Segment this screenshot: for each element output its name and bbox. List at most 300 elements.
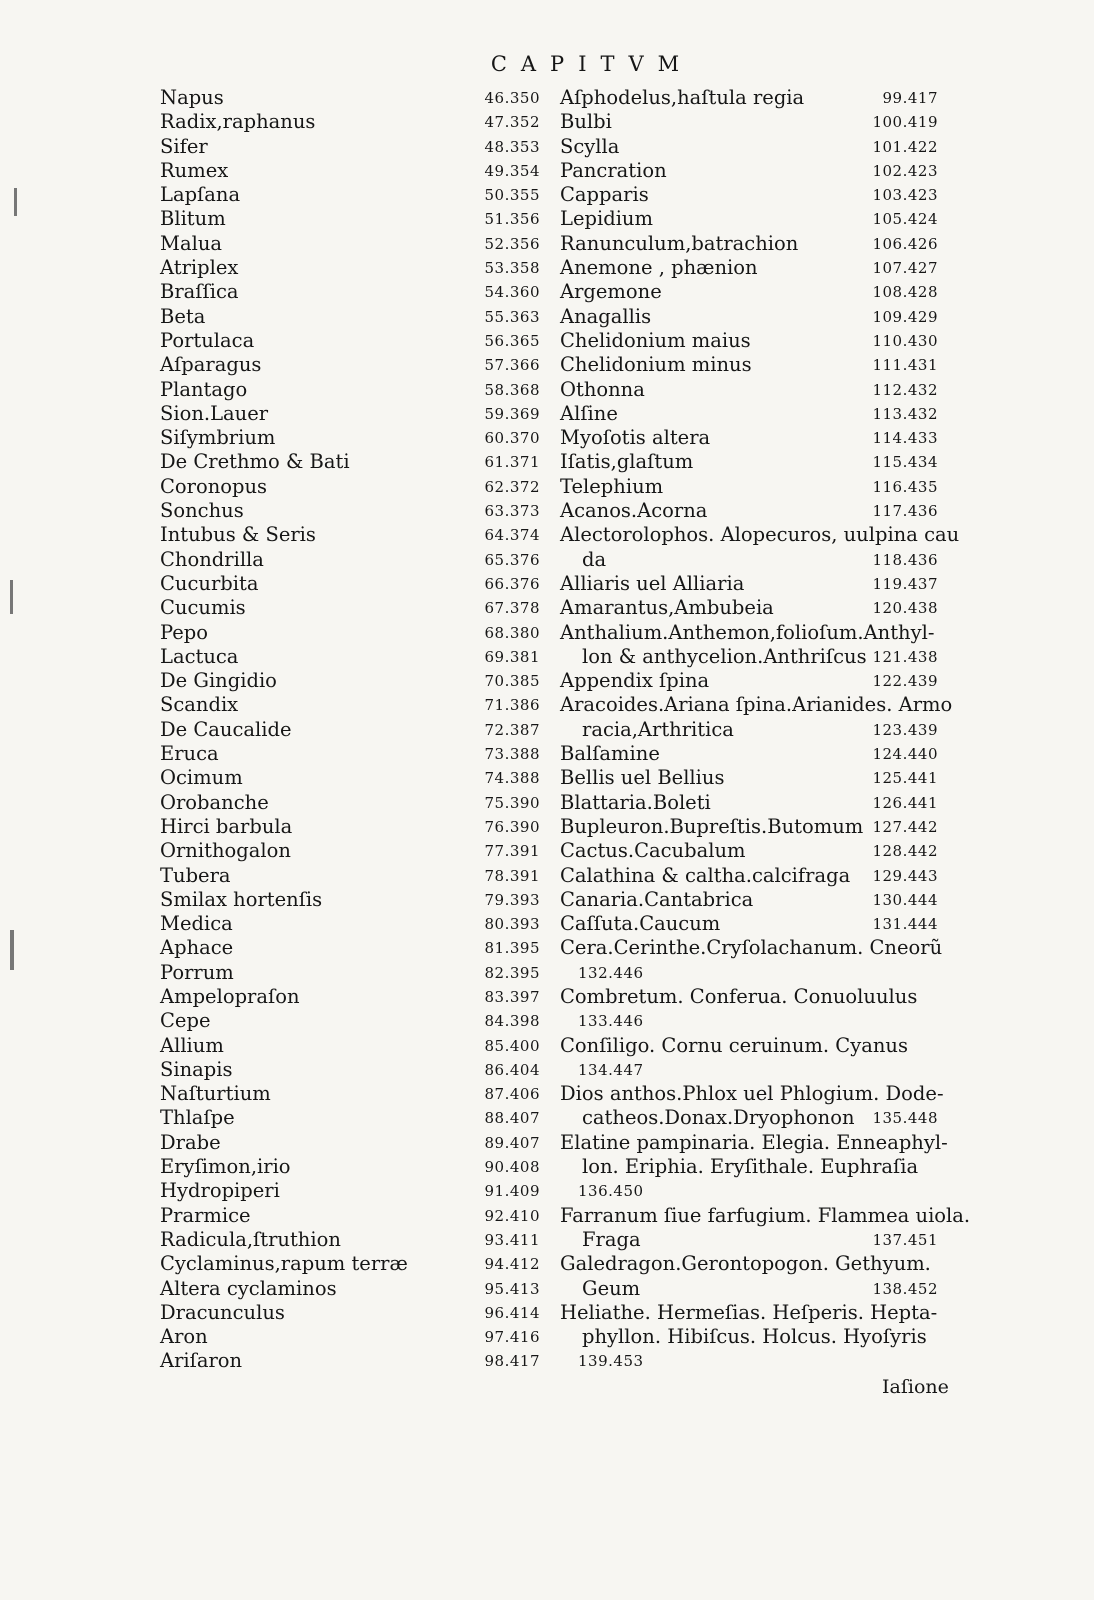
entry-page-number: 108.428 (872, 283, 938, 302)
index-entry (160, 912, 540, 936)
entry-name: Telephium (560, 474, 664, 498)
catchword: Iaſione (882, 1376, 949, 1398)
entry-name: Anthalium.Anthemon,folioſum.Anthyl- (560, 620, 935, 644)
entry-page-number: 112.432 (872, 380, 938, 399)
index-entry (160, 378, 540, 402)
index-entry (160, 1325, 540, 1349)
entry-name: Chelidonium minus (560, 353, 752, 377)
index-entry (560, 718, 938, 742)
index-entry (560, 1325, 938, 1349)
index-entry (160, 110, 540, 134)
entry-name: De Caucalide (160, 717, 292, 741)
index-entry (560, 256, 938, 280)
index-entry (560, 232, 938, 256)
index-entry (160, 572, 540, 596)
entry-name: Chelidonium maius (560, 328, 751, 352)
entry-page-number: 64.374 (484, 526, 540, 545)
entry-page-number: 124.440 (872, 745, 938, 764)
index-entry (160, 718, 540, 742)
entry-name: Sinapis (160, 1057, 233, 1081)
index-entry (560, 693, 953, 717)
entry-page-number: 53.358 (484, 259, 540, 278)
entry-page-number: 125.441 (872, 769, 938, 788)
index-entry (160, 523, 540, 547)
entry-page-number: 86.404 (484, 1060, 540, 1079)
index-column-left (160, 86, 540, 1374)
index-entry (160, 791, 540, 815)
entry-name: Acanos.Acorna (560, 499, 708, 523)
index-entry (160, 1058, 540, 1082)
entry-page-number: 130.444 (872, 890, 938, 909)
index-entry (560, 523, 960, 547)
entry-page-number: 107.427 (872, 259, 938, 278)
entry-name: Cera.Cerinthe.Cryſolachanum. Cneorũ (560, 936, 943, 960)
entry-page-number: 129.443 (872, 866, 938, 885)
entry-page-number: 93.411 (484, 1230, 540, 1249)
entry-page-number: 74.388 (484, 769, 540, 788)
entry-name: Elatine pampinaria. Elegia. Enneaphyl- (560, 1130, 948, 1154)
entry-name: Pancration (560, 158, 667, 182)
entry-page-number: 78.391 (484, 866, 540, 885)
index-entry (160, 207, 540, 231)
index-entry (160, 669, 540, 693)
entry-page-number: 115.434 (872, 453, 938, 472)
entry-page-number: 123.439 (872, 720, 938, 739)
entry-name: Sonchus (160, 499, 244, 523)
entry-name: Ariſaron (160, 1349, 243, 1373)
index-entry (560, 742, 938, 766)
entry-name: Ocimum (160, 766, 243, 790)
entry-name: Drabe (160, 1130, 221, 1154)
entry-page-number: 121.438 (872, 647, 938, 666)
index-entry (560, 499, 938, 523)
index-entry (560, 912, 938, 936)
index-entry (560, 1155, 938, 1179)
entry-page-number: 85.400 (484, 1036, 540, 1055)
index-entry (560, 645, 938, 669)
entry-name: Radicula,ſtruthion (160, 1227, 341, 1251)
entry-name: Aſphodelus,haſtula regia (560, 86, 805, 109)
entry-name: Malua (160, 231, 223, 255)
index-entry (560, 135, 938, 159)
entry-page-number: 128.442 (872, 842, 938, 861)
index-entry (560, 207, 938, 231)
index-entry (560, 1106, 938, 1130)
index-entry (560, 669, 938, 693)
entry-name: Cucumis (160, 596, 246, 620)
index-entry (160, 1155, 540, 1179)
index-entry (560, 766, 938, 790)
index-entry (160, 426, 540, 450)
entry-name: Napus (160, 86, 224, 109)
entry-page-number: 132.446 (578, 963, 644, 982)
index-entry (560, 1034, 938, 1058)
entry-page-number: 94.412 (484, 1255, 540, 1274)
entry-page-number: 139.453 (578, 1352, 644, 1371)
entry-name: Lapſana (160, 183, 241, 207)
entry-page-number: 131.444 (872, 915, 938, 934)
entry-page-number: 116.435 (872, 477, 938, 496)
entry-page-number: 92.410 (484, 1206, 540, 1225)
entry-name: Argemone (560, 280, 662, 304)
entry-page-number: 72.387 (484, 720, 540, 739)
index-entry (560, 621, 938, 645)
margin-mark (14, 188, 17, 216)
entry-name: Lactuca (160, 644, 239, 668)
entry-name: Cyclaminus,rapum terræ (160, 1252, 408, 1276)
entry-name: Scandix (160, 693, 239, 717)
entry-name: Aſparagus (160, 353, 262, 377)
index-entry (160, 159, 540, 183)
entry-page-number: 82.395 (484, 963, 540, 982)
entry-page-number: 58.368 (484, 380, 540, 399)
index-entry (560, 305, 938, 329)
index-entry (160, 499, 540, 523)
index-entry (560, 1277, 938, 1301)
entry-page-number: 80.393 (484, 915, 540, 934)
entry-name: Ornithogalon (160, 839, 291, 863)
entry-page-number: 113.432 (872, 404, 938, 423)
entry-name: Combretum. Conferua. Conuoluulus (560, 984, 918, 1008)
entry-name: Bellis uel Bellius (560, 766, 725, 790)
index-entry (160, 1277, 540, 1301)
entry-page-number: 56.365 (484, 331, 540, 350)
entry-page-number: 83.397 (484, 987, 540, 1006)
entry-page-number: 105.424 (872, 210, 938, 229)
entry-name: Iſatis,glaſtum (560, 450, 694, 474)
entry-name: Amarantus,Ambubeia (560, 596, 774, 620)
index-entry (160, 936, 540, 960)
entry-name: Portulaca (160, 328, 255, 352)
index-entry (560, 936, 943, 960)
index-entry (160, 1034, 540, 1058)
entry-page-number: 126.441 (872, 793, 938, 812)
entry-page-number: 51.356 (484, 210, 540, 229)
index-entry (160, 450, 540, 474)
index-entry (160, 1106, 540, 1130)
entry-name: Geum (582, 1276, 641, 1300)
entry-name: Galedragon.Gerontopogon. Gethyum. (560, 1252, 931, 1276)
entry-page-number: 114.433 (872, 429, 938, 448)
entry-page-number: 59.369 (484, 404, 540, 423)
index-entry (560, 596, 938, 620)
entry-name: racia,Arthritica (582, 717, 734, 741)
index-entry (560, 1058, 938, 1082)
entry-page-number: 95.413 (484, 1279, 540, 1298)
entry-name: Rumex (160, 158, 229, 182)
index-entry (560, 378, 938, 402)
index-entry (160, 815, 540, 839)
entry-name: Heliathe. Hermeſias. Heſperis. Hepta- (560, 1300, 938, 1324)
entry-name: Fraga (582, 1227, 641, 1251)
entry-page-number: 91.409 (484, 1182, 540, 1201)
entry-name: Orobanche (160, 790, 269, 814)
entry-name: Aracoides.Ariana ſpina.Arianides. Armo (560, 693, 953, 717)
entry-page-number: 55.363 (484, 307, 540, 326)
entry-page-number: 98.417 (484, 1352, 540, 1371)
entry-page-number: 102.423 (872, 161, 938, 180)
entry-name: Hydropiperi (160, 1179, 280, 1203)
entry-name: Prarmice (160, 1203, 251, 1227)
entry-page-number: 118.436 (872, 550, 938, 569)
index-entry (160, 839, 540, 863)
index-entry (160, 645, 540, 669)
entry-name: Farranum ſiue farfugium. Flammea uiola. (560, 1203, 971, 1227)
entry-page-number: 138.452 (872, 1279, 938, 1298)
entry-page-number: 88.407 (484, 1109, 540, 1128)
entry-page-number: 63.373 (484, 502, 540, 521)
index-entry (160, 86, 540, 110)
entry-name: Plantago (160, 377, 248, 401)
index-entry (560, 159, 938, 183)
index-entry (560, 864, 938, 888)
index-entry (160, 1252, 540, 1276)
entry-page-number: 61.371 (484, 453, 540, 472)
index-entry (560, 426, 938, 450)
index-entry (160, 1179, 540, 1203)
entry-page-number: 81.395 (484, 939, 540, 958)
index-entry (560, 985, 938, 1009)
index-entry (560, 961, 938, 985)
index-entry (160, 985, 540, 1009)
index-entry (160, 1349, 540, 1373)
entry-page-number: 73.388 (484, 745, 540, 764)
index-entry (160, 693, 540, 717)
index-entry (160, 1301, 540, 1325)
entry-page-number: 109.429 (872, 307, 938, 326)
entry-name: Alectorolophos. Alopecuros, uulpina cau (560, 523, 960, 547)
entry-page-number: 89.407 (484, 1133, 540, 1152)
entry-page-number: 103.423 (872, 186, 938, 205)
entry-name: De Gingidio (160, 669, 277, 693)
index-entry (560, 1301, 938, 1325)
entry-page-number: 50.355 (484, 186, 540, 205)
entry-name: Othonna (560, 377, 645, 401)
entry-name: Dios anthos.Phlox uel Phlogium. Dode- (560, 1082, 944, 1106)
index-entry (560, 1252, 938, 1276)
entry-page-number: 54.360 (484, 283, 540, 302)
entry-name: Siſymbrium (160, 426, 276, 450)
index-entry (560, 475, 938, 499)
entry-page-number: 62.372 (484, 477, 540, 496)
index-entry (560, 329, 938, 353)
entry-page-number: 47.352 (484, 113, 540, 132)
entry-page-number: 135.448 (872, 1109, 938, 1128)
index-entry (160, 621, 540, 645)
entry-page-number: 49.354 (484, 161, 540, 180)
index-entry (160, 402, 540, 426)
index-entry (560, 1082, 944, 1106)
entry-name: Anemone , phænion (560, 256, 758, 280)
entry-name: lon & anthycelion.Anthriſcus (582, 644, 867, 668)
index-entry (160, 353, 540, 377)
margin-mark (10, 930, 14, 970)
entry-page-number: 68.380 (484, 623, 540, 642)
entry-page-number: 99.417 (882, 89, 938, 107)
entry-page-number: 127.442 (872, 817, 938, 836)
entry-page-number: 117.436 (872, 502, 938, 521)
margin-mark (10, 580, 13, 614)
index-entry (560, 402, 938, 426)
index-entry (160, 742, 540, 766)
entry-name: Lepidium (560, 207, 653, 231)
entry-name: De Crethmo & Bati (160, 450, 350, 474)
index-entry (560, 572, 938, 596)
entry-name: Capparis (560, 183, 649, 207)
entry-page-number: 136.450 (578, 1182, 644, 1201)
entry-name: Bulbi (560, 110, 612, 134)
entry-name: lon. Eriphia. Eryſithale. Euphraſia (582, 1155, 919, 1179)
entry-name: Anagallis (560, 304, 652, 328)
entry-page-number: 122.439 (872, 672, 938, 691)
index-entry (160, 183, 540, 207)
entry-name: Braſſica (160, 280, 239, 304)
index-entry (560, 839, 938, 863)
entry-name: Cactus.Cacubalum (560, 839, 746, 863)
entry-page-number: 71.386 (484, 696, 540, 715)
entry-name: Intubus & Seris (160, 523, 316, 547)
entry-name: Ampelopraſon (160, 984, 300, 1008)
entry-page-number: 76.390 (484, 817, 540, 836)
entry-name: Medica (160, 912, 233, 936)
entry-name: Aron (160, 1325, 208, 1349)
index-entry (160, 596, 540, 620)
entry-page-number: 79.393 (484, 890, 540, 909)
entry-name: Pepo (160, 620, 209, 644)
entry-page-number: 65.376 (484, 550, 540, 569)
index-entry (160, 888, 540, 912)
entry-name: Coronopus (160, 474, 268, 498)
index-entry (160, 329, 540, 353)
entry-page-number: 119.437 (872, 574, 938, 593)
index-entry (560, 548, 938, 572)
entry-name: Atriplex (160, 256, 239, 280)
index-column-right (560, 86, 971, 1374)
entry-page-number: 97.416 (484, 1328, 540, 1347)
index-entry (160, 135, 540, 159)
index-entry (160, 232, 540, 256)
entry-page-number: 90.408 (484, 1158, 540, 1177)
entry-name: Dracunculus (160, 1300, 285, 1324)
index-entry (160, 1204, 540, 1228)
entry-name: Sifer (160, 134, 208, 158)
entry-name: Tubera (160, 863, 231, 887)
entry-name: Blitum (160, 207, 226, 231)
entry-name: Canaria.Cantabrica (560, 887, 754, 911)
entry-page-number: 87.406 (484, 1085, 540, 1104)
entry-page-number: 69.381 (484, 647, 540, 666)
index-entry (560, 1009, 938, 1033)
index-entry (560, 1349, 938, 1373)
entry-name: Eryſimon,irio (160, 1155, 291, 1179)
entry-page-number: 134.447 (578, 1060, 644, 1079)
entry-name: Smilax hortenſis (160, 887, 323, 911)
index-entry (560, 1228, 938, 1252)
entry-page-number: 52.356 (484, 234, 540, 253)
entry-name: Altera cyclaminos (160, 1276, 337, 1300)
index-entry (560, 791, 938, 815)
entry-name: Caſſuta.Caucum (560, 912, 721, 936)
index-entry (560, 280, 938, 304)
entry-name: Aphace (160, 936, 234, 960)
entry-name: Blattaria.Boleti (560, 790, 711, 814)
entry-page-number: 57.366 (484, 356, 540, 375)
entry-name: Myoſotis altera (560, 426, 711, 450)
entry-name: Chondrilla (160, 547, 264, 571)
index-entry (560, 1179, 938, 1203)
entry-page-number: 137.451 (872, 1230, 938, 1249)
index-entry (160, 548, 540, 572)
entry-name: catheos.Donax.Dryophonon (582, 1106, 855, 1130)
entry-name: Eruca (160, 742, 219, 766)
entry-page-number: 100.419 (872, 113, 938, 132)
entry-name: Thlaſpe (160, 1106, 235, 1130)
index-entry (560, 450, 938, 474)
index-entry (160, 864, 540, 888)
index-entry (160, 961, 540, 985)
index-entry (560, 353, 938, 377)
entry-page-number: 110.430 (872, 331, 938, 350)
entry-page-number: 96.414 (484, 1303, 540, 1322)
index-entry (160, 475, 540, 499)
entry-name: Scylla (560, 134, 620, 158)
index-entry (160, 1082, 540, 1106)
index-entry (560, 888, 938, 912)
index-entry (560, 1130, 948, 1155)
entry-name: Sion.Lauer (160, 401, 269, 425)
entry-name: phyllon. Hibiſcus. Holcus. Hyoſyris (582, 1325, 927, 1349)
entry-name: Cepe (160, 1009, 211, 1033)
entry-page-number: 84.398 (484, 1012, 540, 1031)
index-entry (160, 1009, 540, 1033)
entry-page-number: 75.390 (484, 793, 540, 812)
entry-page-number: 101.422 (872, 137, 938, 156)
entry-page-number: 66.376 (484, 574, 540, 593)
entry-name: Ranunculum,batrachion (560, 231, 799, 255)
entry-name: Porrum (160, 960, 234, 984)
entry-page-number: 46.350 (484, 89, 540, 107)
entry-page-number: 77.391 (484, 842, 540, 861)
entry-page-number: 70.385 (484, 672, 540, 691)
entry-name: da (582, 547, 607, 571)
index-entry (160, 1131, 540, 1155)
entry-name: Alſine (560, 401, 618, 425)
entry-name: Alliaris uel Alliaria (560, 571, 745, 595)
entry-page-number: 133.446 (578, 1012, 644, 1031)
index-entry (160, 305, 540, 329)
page-header: CAPITVM (490, 52, 694, 76)
index-entry (160, 766, 540, 790)
entry-name: Naſturtium (160, 1082, 271, 1106)
index-entry (560, 110, 938, 134)
index-entry (560, 1203, 971, 1228)
entry-name: Conſiligo. Cornu ceruinum. Cyanus (560, 1033, 908, 1057)
index-entry (560, 86, 938, 110)
entry-page-number: 120.438 (872, 599, 938, 618)
entry-name: Balſamine (560, 742, 660, 766)
entry-page-number: 106.426 (872, 234, 938, 253)
entry-page-number: 111.431 (872, 356, 938, 375)
index-entry (560, 183, 938, 207)
entry-name: Appendix ſpina (560, 669, 710, 693)
entry-name: Bupleuron.Bupreſtis.Butomum (560, 814, 864, 838)
entry-name: Allium (160, 1033, 224, 1057)
index-entry (560, 815, 938, 839)
entry-name: Calathina & caltha.calcifraga (560, 863, 851, 887)
entry-name: Radix,raphanus (160, 110, 316, 134)
entry-page-number: 48.353 (484, 137, 540, 156)
entry-name: Beta (160, 304, 206, 328)
